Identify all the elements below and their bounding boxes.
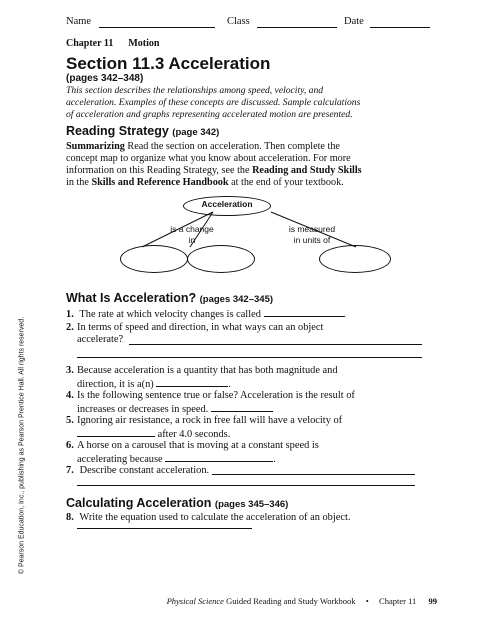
reading-strategy-title: Reading Strategy	[66, 124, 169, 138]
concept-oval-left-1[interactable]	[120, 245, 188, 273]
question-3-number: 3.	[66, 365, 74, 376]
footer-book-title: Physical Science	[166, 596, 224, 606]
instructions-text-3: at the end of your textbook.	[231, 177, 344, 188]
question-6-text-2: accelerating because	[77, 454, 163, 465]
calculating-heading	[66, 496, 288, 510]
question-4	[66, 390, 355, 416]
chapter-label: Chapter 11	[66, 38, 114, 49]
concept-link-right-line1: is measured	[288, 224, 336, 234]
question-2-text-1: In terms of speed and direction, in what ways can an object	[77, 322, 324, 333]
answer-2-line-2[interactable]	[77, 357, 422, 358]
instructions-text-1: Read the section on acceleration. Then complete the concept map to organize what you know about acceleration. For more information on this Reading Strategy, see the	[66, 141, 351, 176]
question-8-text: Write the equation used to calculate the acceleration of an object.	[79, 512, 351, 523]
concept-link-right	[277, 224, 347, 246]
question-4-number: 4.	[66, 390, 74, 401]
question-1-number: 1.	[66, 309, 74, 320]
concept-center-label: Acceleration	[201, 199, 253, 209]
concept-link-left	[162, 224, 222, 246]
concept-oval-left-2[interactable]	[187, 245, 255, 273]
side-copyright: © Pearson Education, Inc., publishing as Pearson Prentice Hall. All rights reserved.	[18, 316, 26, 575]
answer-7-line-1[interactable]	[212, 474, 415, 475]
question-3-text-1: Because acceleration is a quantity that has both magnitude and	[77, 365, 338, 376]
question-6-number: 6.	[66, 440, 74, 451]
question-5-text-2: after 4.0 seconds.	[157, 429, 231, 440]
question-7-number: 7.	[66, 465, 74, 476]
footer-book-rest: Guided Reading and Study Workbook	[226, 596, 356, 606]
calculating-title: Calculating Acceleration	[66, 496, 212, 510]
date-label: Date	[344, 16, 364, 27]
footer	[167, 596, 437, 606]
summarizing-label: Summarizing	[66, 141, 125, 152]
question-1-text: The rate at which velocity changes is called	[79, 309, 261, 320]
question-5	[66, 415, 342, 441]
what-is-heading	[66, 291, 273, 305]
question-5-number: 5.	[66, 415, 74, 426]
section-intro: This section describes the relationships among speed, velocity, and acceleration. Examples of these concepts are discussed. Sample calculations of acceleration and graphs representing accelerated motion are presented.	[66, 85, 361, 120]
calculating-pages: (pages 345–346)	[214, 499, 289, 510]
what-is-title: What Is Acceleration?	[66, 291, 197, 305]
question-8	[66, 512, 350, 524]
section-title: Section 11.3 Acceleration	[66, 54, 271, 73]
question-6-text-1: A horse on a carousel that is moving at a constant speed is	[77, 440, 319, 451]
question-7	[66, 465, 209, 477]
question-3	[66, 365, 338, 391]
what-is-pages: (pages 342–345)	[199, 294, 274, 305]
answer-5-blank[interactable]	[77, 427, 155, 437]
instructions-bold-2: Skills and Reference Handbook	[91, 177, 229, 188]
concept-link-left-line2: in	[188, 235, 196, 245]
answer-8-line[interactable]	[77, 528, 252, 529]
question-7-text: Describe constant acceleration.	[79, 465, 210, 476]
answer-4-blank[interactable]	[211, 402, 273, 412]
answer-7-line-2[interactable]	[77, 485, 415, 486]
instructions-text-2: in the	[66, 177, 89, 188]
question-3-tail: .	[228, 379, 231, 390]
answer-3-blank[interactable]	[156, 377, 228, 387]
question-8-number: 8.	[66, 512, 74, 523]
question-2-text-2: accelerate?	[77, 334, 124, 345]
question-5-text-1: Ignoring air resistance, a rock in free fall will have a velocity of	[77, 415, 343, 426]
instructions-bold-1: Reading and Study Skills	[252, 165, 362, 176]
question-3-text-2: direction, it is a(n)	[77, 379, 154, 390]
class-label: Class	[227, 16, 250, 27]
footer-bullet: •	[365, 596, 369, 606]
question-4-text-1: Is the following sentence true or false? Acceleration is the result of	[77, 390, 355, 401]
question-6	[66, 440, 319, 466]
concept-oval-right[interactable]	[319, 245, 391, 273]
question-1-tail: .	[343, 309, 347, 320]
question-4-text-2: increases or decreases in speed.	[77, 404, 209, 415]
name-label: Name	[66, 16, 92, 27]
question-2-number: 2.	[66, 322, 74, 333]
footer-chapter: Chapter 11	[379, 596, 417, 606]
concept-link-left-line1: is a change	[170, 224, 214, 234]
question-6-tail: .	[273, 454, 276, 465]
concept-link-right-line2: in units of	[293, 235, 331, 245]
answer-2-line-1[interactable]	[129, 344, 422, 345]
question-1	[66, 307, 346, 321]
footer-page-number: 99	[428, 596, 437, 606]
section-pages: (pages 342–348)	[66, 73, 144, 84]
answer-6-blank[interactable]	[165, 452, 273, 462]
reading-strategy-pages: (page 342)	[172, 127, 220, 138]
chapter-title: Motion	[128, 38, 160, 49]
question-2	[66, 322, 323, 346]
answer-1-blank[interactable]	[264, 307, 344, 317]
